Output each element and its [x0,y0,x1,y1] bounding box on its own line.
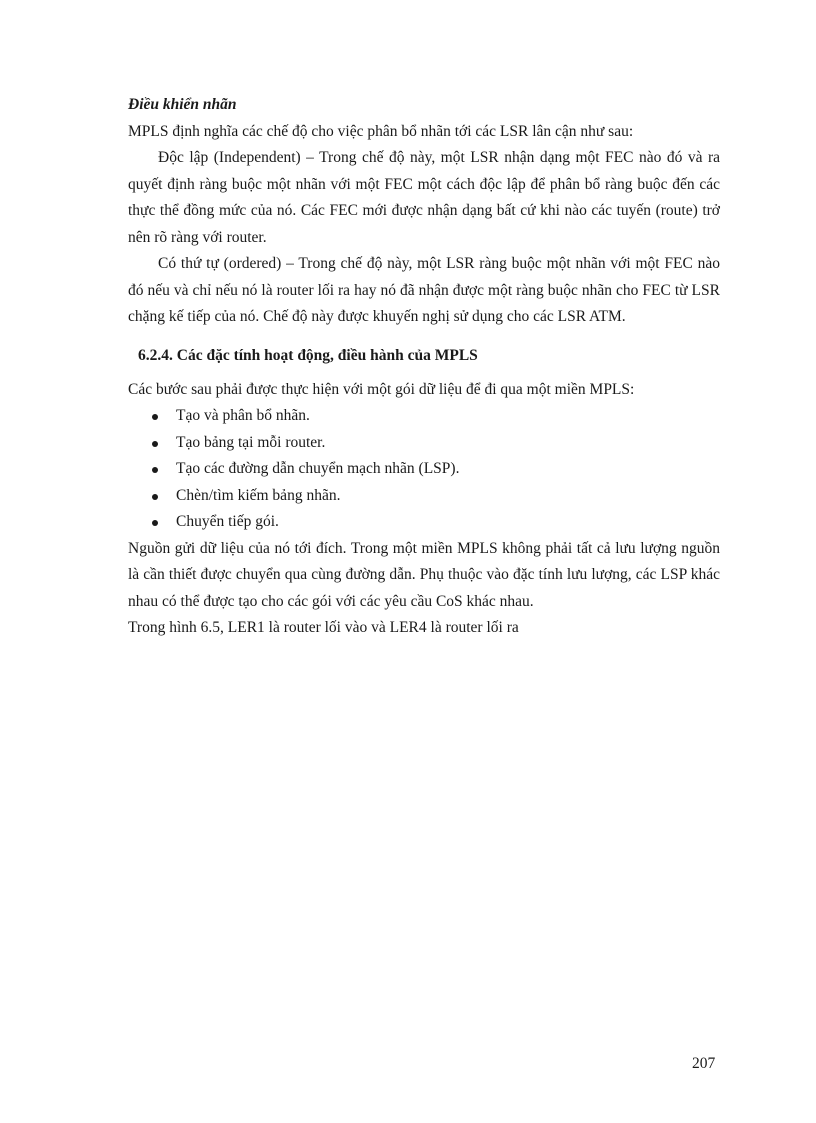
bullet-icon [152,441,158,447]
list-item-text: Chuyển tiếp gói. [176,513,279,530]
list-item-text: Chèn/tìm kiếm bảng nhãn. [176,486,341,504]
steps-intro: Các bước sau phải được thực hiện với một gói dữ liệu để đi qua một miền MPLS: [128,380,635,398]
section-title: 6.2.4. Các đặc tính hoạt động, điều hành của MPLS [138,346,478,364]
list-item [128,483,720,510]
bullet-icon [152,494,158,500]
independent-paragraph: Độc lập (Independent) – Trong chế độ này, một LSR nhận dạng một FEC nào đó và ra quyết định ràng buộc một nhãn với một FEC một cách độc lập để phân bổ ràng buộc đến các thực thể đồng mức của nó. Các FEC mới được nhận dạng bất cứ khi nào các tuyến (route) trở nên rõ ràng với router. [128,149,720,246]
page-number: 207 [692,1055,716,1072]
list-item-text: Tạo và phân bổ nhãn. [176,407,310,424]
document-page [128,92,720,642]
list-item-text: Tạo bảng tại mỗi router. [176,433,326,451]
bullet-icon [152,467,158,473]
steps-list [128,403,720,536]
list-item [128,456,720,483]
bullet-icon [152,414,158,420]
bullet-icon [152,520,158,526]
list-item [128,430,720,457]
ordered-paragraph: Có thứ tự (ordered) – Trong chế độ này, một LSR ràng buộc một nhãn với một FEC nào đó nếu và chỉ nếu nó là router lối ra hay nó đã nhận được một ràng buộc nhãn cho FEC từ LSR chặng kế tiếp của nó. Chế độ này được khuyến nghị sử dụng cho các LSR ATM. [128,255,720,325]
list-item [128,403,720,430]
subsection-heading: Điều khiển nhãn [128,96,237,113]
list-item [128,509,720,536]
list-item-text: Tạo các đường dẫn chuyển mạch nhãn (LSP). [176,460,460,477]
figure-reference-paragraph: Trong hình 6.5, LER1 là router lối vào và LER4 là router lối ra [128,619,519,636]
intro-paragraph: MPLS định nghĩa các chế độ cho việc phân bổ nhãn tới các LSR lân cận như sau: [128,122,634,140]
source-paragraph: Nguồn gửi dữ liệu của nó tới đích. Trong một miền MPLS không phải tất cả lưu lượng nguồn là cần thiết được chuyển qua cùng đường dẫn. Phụ thuộc vào đặc tính lưu lượng, các LSP khác nhau có thể được tạo cho các gói với các yêu cầu CoS khác nhau. [128,539,720,610]
